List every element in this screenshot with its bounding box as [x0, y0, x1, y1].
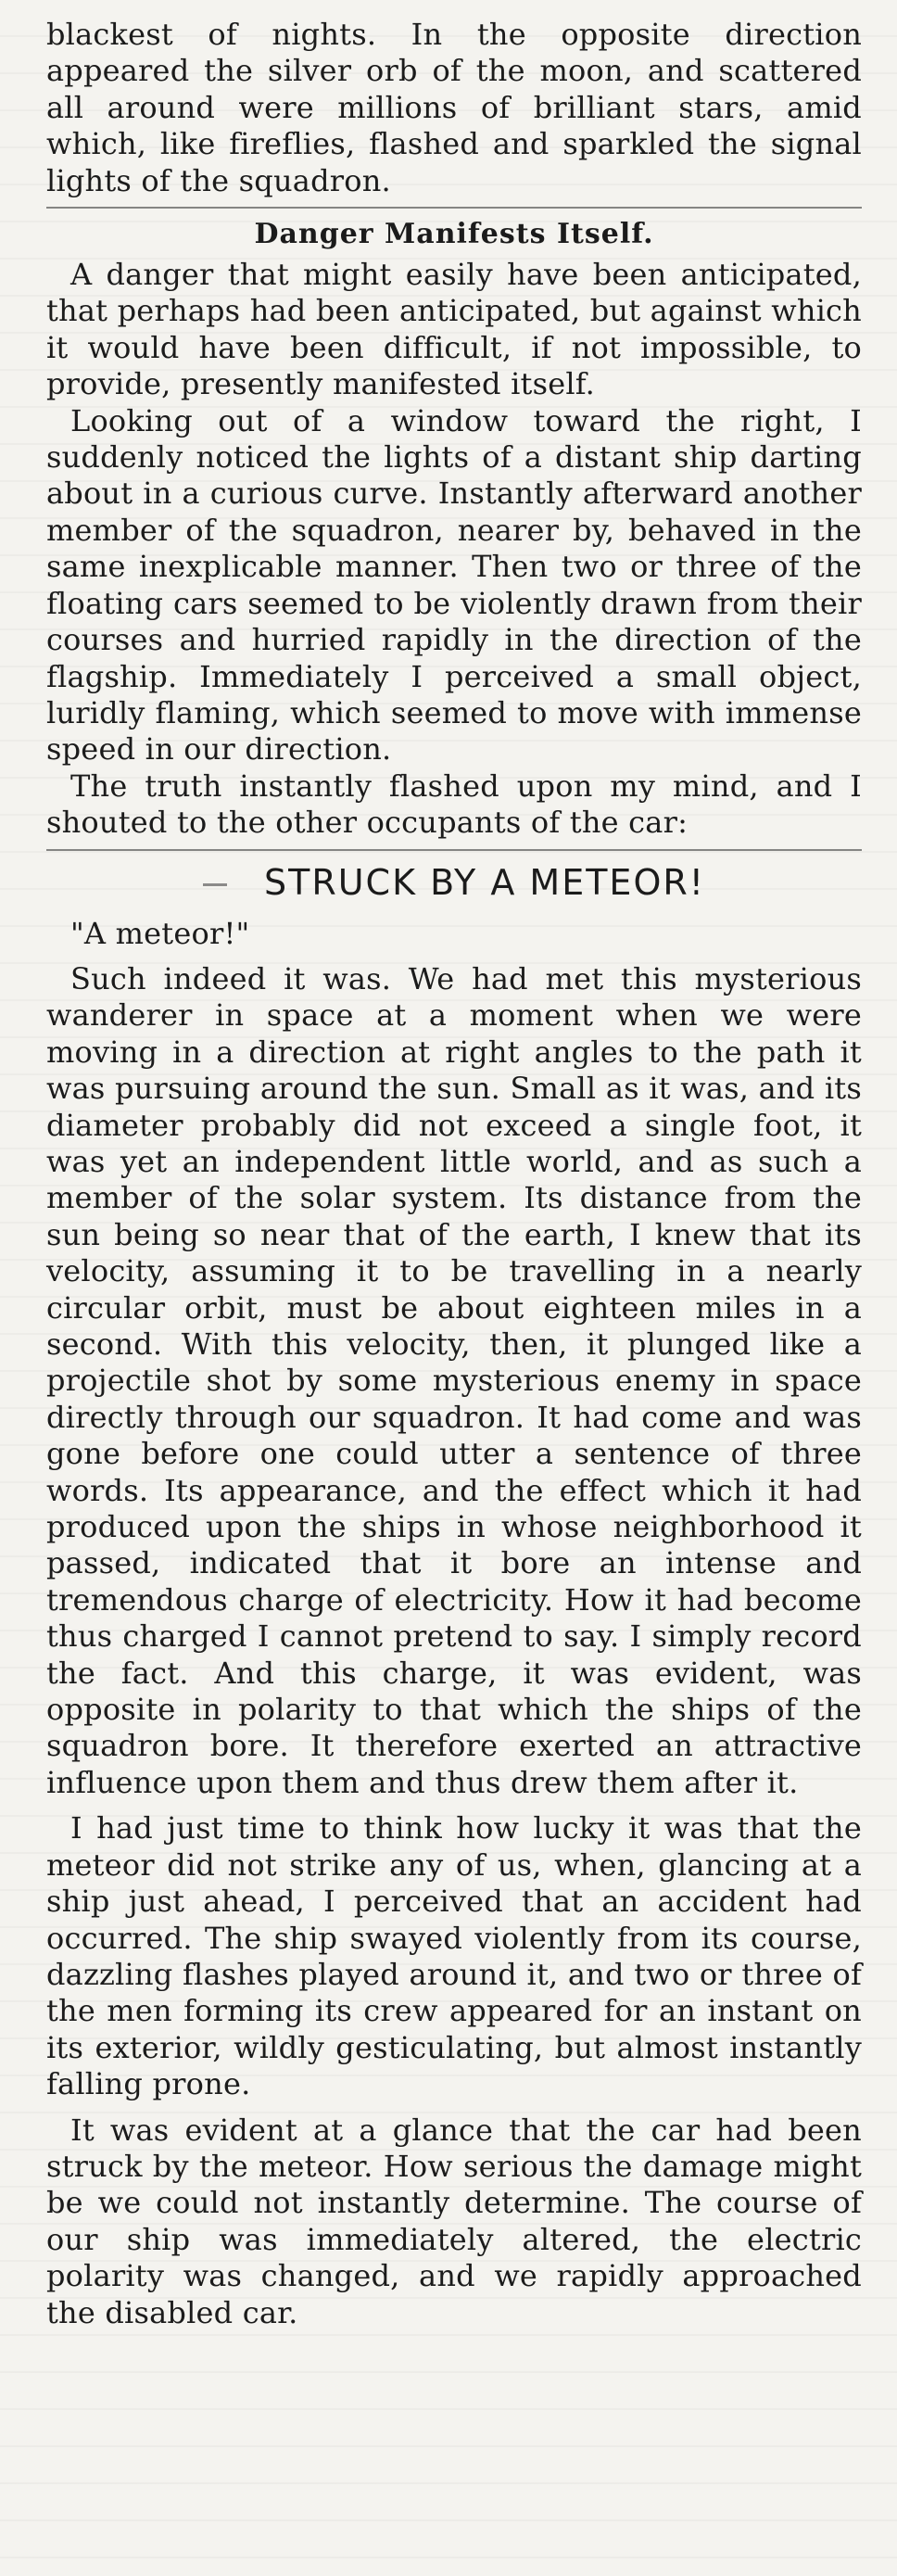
paragraph-such-indeed: Such indeed it was. We had met this mysterious wanderer in space at a moment when we were moving in a direction at right angles to the path it was pursuing around the sun. Small as it was, and its diameter probably did not exceed a single foot, it was yet an independent little world, and as such a member of the solar system. Its distance from the sun being so near that of the earth, I knew that its velocity, assuming it to be travelling in a nearly circular orbit, must be about eighteen miles in a second. With this velocity, then, it plunged like a projectile shot by some mysterious enemy in space directly through our squadron. It had come and was gone before one could utter a sentence of three words. Its appearance, and the effect which it had produced upon the ships in whose neighborhood it passed, indicated that it bore an intense and tremendous charge of electricity. How it had become thus charged I cannot pretend to say. I simply record the fact. And this charge, it was evident, was opposite in polarity to that which the ships of the squadron bore. It therefore exerted an attractive influence upon them and thus drew them after it.: [46, 960, 862, 1800]
section-divider: [46, 849, 862, 851]
paragraph-moon-stars: blackest of nights. In the opposite direction appeared the silver orb of the moon, and scattered all around were millions of brilliant stars, amid which, like fireflies, flashed and sparkled the signal lights of the squadron.: [46, 17, 862, 198]
spacer: [46, 952, 862, 961]
dash-mark: [203, 883, 227, 886]
paragraph-evident: It was evident at a glance that the car had been struck by the meteor. How serious the damage might be we could not instantly determine. The course of our ship was immediately altered, the electric polarity was changed, and we rapidly approached the disabled car.: [46, 2112, 862, 2330]
headline-struck-by-meteor: [46, 858, 862, 907]
spacer: [46, 1801, 862, 1810]
spacer: [46, 2103, 862, 2113]
paragraph-a-meteor: "A meteor!": [70, 915, 250, 951]
paragraph-looking-out: Looking out of a window toward the right, I suddenly noticed the lights of a distant ship darting about in a curious curve. Instantly afterward another member of the squadron, nearer by, behaved in the same inexplicable manner. Then two or three of the floating cars seemed to be violently drawn from their courses and hurried rapidly in the direction of the flagship. Immediately I perceived a small object, luridly flaming, which seemed to move with immense speed in our direction.: [46, 402, 862, 768]
paragraph-lucky: I had just time to think how lucky it was that the meteor did not strike any of us, when, glancing at a ship just ahead, I perceived that an accident had occurred. The ship swayed violently from its course, dazzling flashes played around it, and two or three of the men forming its crew appeared for an instant on its exterior, wildly gesticulating, but almost instantly falling prone.: [46, 1810, 862, 2102]
section-divider: [46, 207, 862, 209]
article-column: [46, 17, 862, 2331]
headline-text: STRUCK BY A METEOR!: [263, 861, 705, 903]
paragraph-danger: A danger that might easily have been anticipated, that perhaps had been anticipated, but against which it would have been difficult, if not impossible, to provide, presently manifested itself.: [46, 257, 862, 402]
paragraph-truth-flashed: The truth instantly flashed upon my mind, and I shouted to the other occupants of the car:: [46, 768, 862, 841]
subhead-danger-manifests: Danger Manifests Itself.: [254, 218, 654, 251]
